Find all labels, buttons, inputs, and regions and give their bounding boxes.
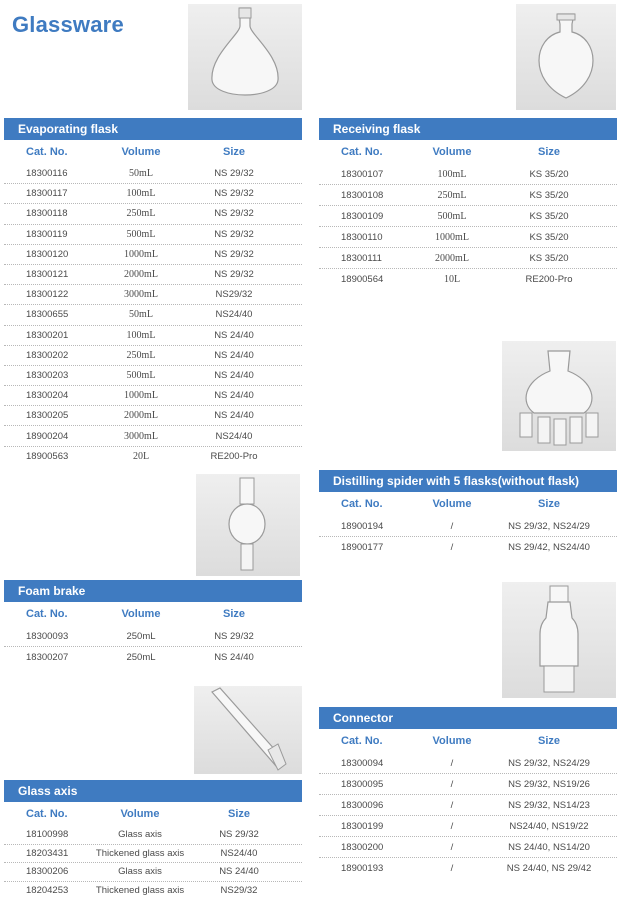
table-row xyxy=(319,537,617,558)
cell-size: NS 24/40 xyxy=(214,410,254,422)
cell-size: NS 24/40 xyxy=(214,390,254,402)
cell-size: NS 29/32 xyxy=(214,188,254,200)
header-volume: Volume xyxy=(121,608,161,620)
table-row xyxy=(4,225,302,245)
receiving-flask-table xyxy=(319,118,617,290)
header-cat-no: Cat. No. xyxy=(341,146,383,158)
table-row xyxy=(319,269,617,290)
header-volume: Volume xyxy=(432,146,472,158)
cell-size: NS 29/32 xyxy=(214,228,254,240)
cell-size: NS 29/32 xyxy=(214,208,254,220)
cell-size: NS 24/40 xyxy=(214,329,254,341)
section-title: Receiving flask xyxy=(319,118,617,140)
cell-cat-no: 18300095 xyxy=(341,778,384,790)
foam-brake-table xyxy=(4,580,302,668)
cell-cat-no: 18203431 xyxy=(26,847,69,859)
table-header xyxy=(319,140,617,164)
cell-cat-no: 18900177 xyxy=(341,542,384,553)
table-row xyxy=(4,305,302,325)
header-cat-no: Cat. No. xyxy=(26,146,68,158)
cell-cat-no: 18300655 xyxy=(26,309,69,321)
cell-volume: 2000mL xyxy=(124,410,158,422)
cell-cat-no: 18300121 xyxy=(26,269,69,281)
table-row xyxy=(4,204,302,224)
cell-cat-no: 18300109 xyxy=(341,210,384,222)
evaporating-flask-photo xyxy=(188,4,302,110)
cell-volume: 500mL xyxy=(437,210,467,222)
cell-volume: / xyxy=(450,520,454,532)
header-volume: Volume xyxy=(432,735,472,747)
cell-volume: Glass axis xyxy=(118,866,162,878)
cell-cat-no: 18300200 xyxy=(341,841,384,853)
cell-volume: 250mL xyxy=(437,189,467,201)
table-row xyxy=(4,647,302,668)
table-row xyxy=(4,826,302,845)
cell-volume: 250mL xyxy=(126,208,156,220)
cell-size: KS 35/20 xyxy=(529,168,569,180)
cell-volume: 250mL xyxy=(126,652,156,663)
table-row xyxy=(4,845,302,864)
header-cat-no: Cat. No. xyxy=(341,735,383,747)
distilling-spider-photo xyxy=(502,341,616,451)
cell-cat-no: 18300111 xyxy=(341,252,382,264)
cell-size: NS 29/32 xyxy=(214,630,254,642)
cell-size: NS 29/32 xyxy=(214,168,254,180)
cell-volume: / xyxy=(450,841,454,853)
cell-volume: 3000mL xyxy=(124,430,158,442)
cell-cat-no: 18100998 xyxy=(26,829,69,841)
cell-size: RE200-Pro xyxy=(210,451,258,463)
section-title: Foam brake xyxy=(4,580,302,602)
cell-volume: Thickened glass axis xyxy=(95,847,185,859)
cell-volume: 500mL xyxy=(126,369,156,381)
table-header xyxy=(4,802,302,826)
table-row xyxy=(4,863,302,882)
header-size: Size xyxy=(537,735,560,747)
cell-size: KS 35/20 xyxy=(529,210,569,222)
evaporating-flask-table xyxy=(4,118,302,467)
table-row xyxy=(4,626,302,647)
cell-size: NS 24/40, NS14/20 xyxy=(508,841,590,853)
table-header xyxy=(319,492,617,516)
cell-volume: 250mL xyxy=(126,630,156,642)
cell-volume: 10L xyxy=(443,274,461,285)
cell-cat-no: 18300203 xyxy=(26,369,69,381)
table-row xyxy=(319,185,617,206)
table-row xyxy=(319,795,617,816)
cell-cat-no: 18300117 xyxy=(26,188,68,200)
cell-volume: Glass axis xyxy=(118,829,162,841)
glass-axis-photo xyxy=(194,686,302,774)
cell-size: KS 35/20 xyxy=(529,231,569,243)
cell-size: NS 24/40 xyxy=(214,369,254,381)
cell-volume: / xyxy=(450,863,454,874)
section-title: Distilling spider with 5 flasks(without flask) xyxy=(319,470,617,492)
cell-cat-no: 18900564 xyxy=(341,274,384,285)
cell-cat-no: 18300206 xyxy=(26,866,69,878)
cell-cat-no: 18300107 xyxy=(341,168,384,180)
table-header xyxy=(4,140,302,164)
cell-volume: / xyxy=(450,778,454,790)
cell-cat-no: 18300118 xyxy=(26,208,68,220)
cell-cat-no: 18300122 xyxy=(26,289,69,301)
table-row xyxy=(4,184,302,204)
table-row xyxy=(4,366,302,386)
receiving-flask-photo xyxy=(516,4,616,110)
table-row xyxy=(319,227,617,248)
table-row xyxy=(319,858,617,879)
table-row xyxy=(4,346,302,366)
table-row xyxy=(319,516,617,537)
cell-cat-no: 18300205 xyxy=(26,410,69,422)
cell-volume: 100mL xyxy=(126,329,156,341)
cell-cat-no: 18300199 xyxy=(341,820,384,832)
cell-cat-no: 18300201 xyxy=(26,329,69,341)
cell-volume: 250mL xyxy=(126,349,156,361)
header-size: Size xyxy=(222,146,245,158)
cell-size: NS24/40 xyxy=(220,847,258,859)
cell-cat-no: 18900194 xyxy=(341,520,384,532)
glass-axis-table xyxy=(4,780,302,898)
cell-cat-no: 18204253 xyxy=(26,885,69,897)
table-header xyxy=(4,602,302,626)
cell-volume: 50mL xyxy=(129,309,153,321)
cell-cat-no: 18300120 xyxy=(26,248,69,260)
cell-cat-no: 18300096 xyxy=(341,799,384,811)
distilling-spider-table xyxy=(319,470,617,558)
cell-size: KS 35/20 xyxy=(529,189,569,201)
cell-size: NS 29/32, NS24/29 xyxy=(508,520,590,532)
foam-brake-photo xyxy=(196,474,300,576)
cell-cat-no: 18900193 xyxy=(341,863,384,874)
cell-cat-no: 18300204 xyxy=(26,390,69,402)
cell-volume: 3000mL xyxy=(124,289,158,301)
header-cat-no: Cat. No. xyxy=(341,498,383,510)
cell-size: NS24/40, NS19/22 xyxy=(509,820,589,832)
cell-size: NS 29/32, NS24/29 xyxy=(508,757,590,769)
table-row xyxy=(319,816,617,837)
cell-volume: / xyxy=(450,820,454,832)
table-row xyxy=(319,753,617,774)
cell-volume: / xyxy=(450,799,454,811)
header-volume: Volume xyxy=(432,498,472,510)
table-row xyxy=(319,248,617,269)
header-cat-no: Cat. No. xyxy=(26,608,68,620)
cell-volume: / xyxy=(450,757,454,769)
cell-size: NS 24/40 xyxy=(219,866,259,878)
section-title: Connector xyxy=(319,707,617,729)
header-volume: Volume xyxy=(121,146,161,158)
header-size: Size xyxy=(222,608,245,620)
cell-size: NS 29/32 xyxy=(214,269,254,281)
cell-cat-no: 18300116 xyxy=(26,168,68,180)
table-row xyxy=(319,774,617,795)
cell-volume: 20L xyxy=(132,451,150,463)
table-row xyxy=(4,245,302,265)
cell-volume: 50mL xyxy=(129,168,153,180)
header-size: Size xyxy=(537,498,560,510)
cell-volume: 1000mL xyxy=(435,231,469,243)
section-title: Glass axis xyxy=(4,780,302,802)
table-row xyxy=(319,206,617,227)
cell-cat-no: 18900204 xyxy=(26,430,69,442)
cell-size: NS 29/32, NS14/23 xyxy=(508,799,590,811)
cell-cat-no: 18300093 xyxy=(26,630,69,642)
cell-size: NS 24/40 xyxy=(214,349,254,361)
table-row xyxy=(4,326,302,346)
cell-size: NS 29/32 xyxy=(214,248,254,260)
cell-cat-no: 18300110 xyxy=(341,231,383,243)
cell-cat-no: 18300119 xyxy=(26,228,68,240)
table-row xyxy=(319,837,617,858)
cell-cat-no: 18300207 xyxy=(26,652,69,663)
cell-size: RE200-Pro xyxy=(525,274,573,285)
cell-cat-no: 18900563 xyxy=(26,451,69,463)
header-volume: Volume xyxy=(120,808,160,820)
cell-size: NS 29/42, NS24/40 xyxy=(508,542,590,553)
section-title: Evaporating flask xyxy=(4,118,302,140)
table-row xyxy=(4,265,302,285)
cell-size: NS 24/40 xyxy=(214,652,254,663)
cell-size: KS 35/20 xyxy=(529,252,569,264)
cell-volume: 1000mL xyxy=(124,248,158,260)
cell-volume: Thickened glass axis xyxy=(95,885,185,897)
connector-table xyxy=(319,707,617,879)
table-row xyxy=(4,285,302,305)
cell-size: NS24/40 xyxy=(215,430,253,442)
cell-size: NS 24/40, NS 29/42 xyxy=(506,863,592,874)
cell-volume: 1000mL xyxy=(124,390,158,402)
header-cat-no: Cat. No. xyxy=(26,808,68,820)
cell-volume: 2000mL xyxy=(124,269,158,281)
header-size: Size xyxy=(537,146,560,158)
cell-volume: 100mL xyxy=(437,168,467,180)
cell-volume: 100mL xyxy=(126,188,156,200)
table-row xyxy=(4,164,302,184)
table-row xyxy=(4,426,302,446)
table-row xyxy=(319,164,617,185)
cell-volume: / xyxy=(450,542,454,553)
connector-photo xyxy=(502,582,616,698)
cell-cat-no: 18300202 xyxy=(26,349,69,361)
cell-cat-no: 18300094 xyxy=(341,757,384,769)
cell-size: NS24/40 xyxy=(215,309,253,321)
cell-size: NS 29/32, NS19/26 xyxy=(508,778,590,790)
table-row xyxy=(4,882,302,898)
table-row xyxy=(4,386,302,406)
table-header xyxy=(319,729,617,753)
cell-size: NS 29/32 xyxy=(219,829,259,841)
cell-cat-no: 18300108 xyxy=(341,189,384,201)
cell-size: NS29/32 xyxy=(215,289,253,301)
cell-size: NS29/32 xyxy=(220,885,258,897)
cell-volume: 500mL xyxy=(126,228,156,240)
table-row xyxy=(4,406,302,426)
header-size: Size xyxy=(227,808,250,820)
page-title: Glassware xyxy=(12,12,124,37)
cell-volume: 2000mL xyxy=(435,252,469,264)
table-row xyxy=(4,447,302,467)
